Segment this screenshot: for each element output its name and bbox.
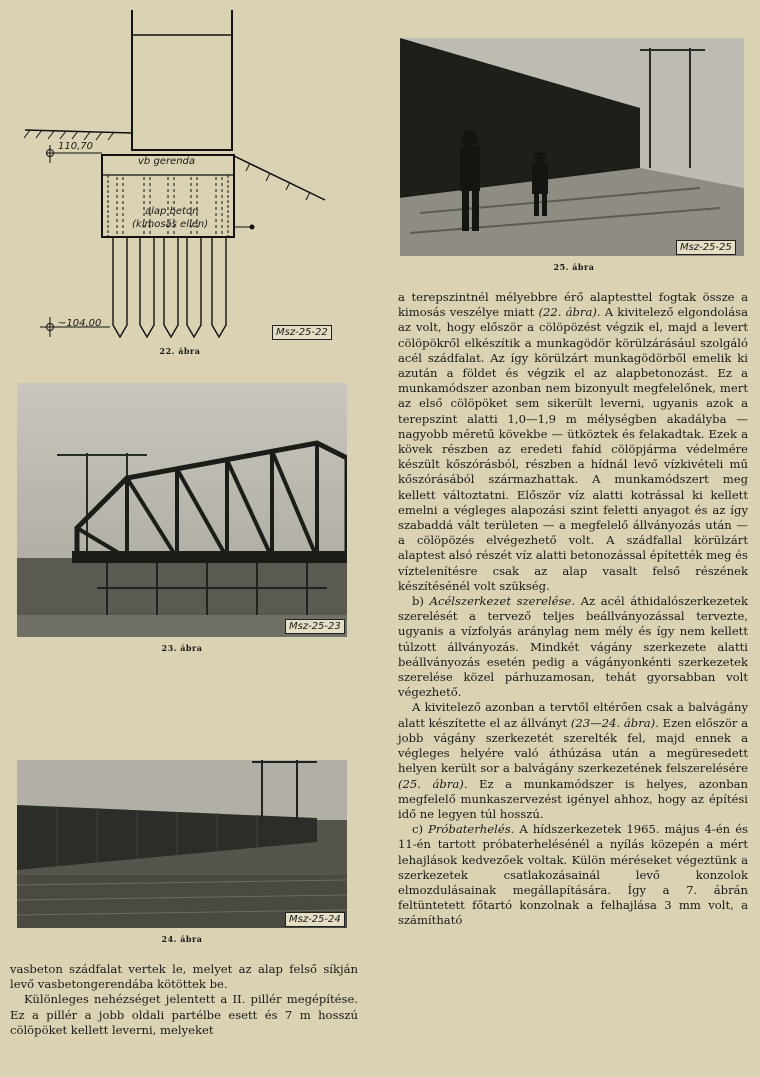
section-b-heading: Acélszerkezet szerelése. [429, 594, 576, 609]
left-paragraph-1: vasbeton szádfalat vertek le, melyet az alap felső síkján levő vasbetongerendába kötöttek be. [10, 962, 358, 992]
bridge-deck-workers-image [400, 38, 744, 256]
right-column-text [398, 290, 748, 929]
elevation-bottom-label: ~104,00 [58, 318, 102, 329]
figure-22-tag: Msz-25-22 [272, 325, 332, 340]
figure-22-caption: 22. ábra [159, 346, 201, 356]
figure-24-caption: 24. ábra [161, 934, 203, 944]
figure-25-caption: 25. ábra [553, 262, 595, 272]
beam-label: vb gerenda [138, 156, 196, 167]
figure-25-tag: Msz-25-25 [676, 240, 736, 255]
figure-25-photo [400, 38, 744, 256]
left-paragraph-2: Különleges nehézséget jelentett a II. pillér megépítése. Ez a pillér a jobb oldali partélbe esett és 7 m hosszú cölöpöket kellett leverni, melyeket [10, 992, 358, 1037]
figure-23-tag: Msz-25-23 [285, 619, 345, 634]
pier-section-diagram [20, 5, 340, 340]
elevation-top-label: 110,70 [58, 141, 93, 152]
right-paragraph-4: c) Próbaterhelés. A hídszerkezetek 1965. május 4-én és 11-én tartott próbaterhelésénél a nyílás közepén a mért lehajlások kedvezőek voltak. Külön méréseket végeztünk a szerkezetek csatlakozásainál levő konzolok elmozdulásainak megállapítására. Így a 7. ábrán feltüntetett főtartó konzolnak a felhajlása 3 mm volt, a számítható [398, 822, 749, 928]
figure-22-drawing [20, 5, 340, 340]
figure-23-photo [17, 383, 347, 637]
right-paragraph-2: b) Acélszerkezet szerelése. Az acél áthidalószerkezetek szerelését a tervező teljes beállványozással tervezte, ugyanis a vízfolyás aránylag nem mély és így nem kellett túlzott állványozás. Mindkét vágány szerkezete alatti beállványozás esetén pedig a vágányonkénti szerkezetek szerelése közel párhuzamosan, tehát gyorsabban volt végezhető. [398, 594, 748, 700]
right-paragraph-3: A kivitelező azonban a tervtől eltérően csak a balvágány alatt készítette el az állványt (23—24. ábra). Ezen először a jobb vágány szerkezetét szerelték fel, majd ennek a végleges helyére való áthúzása után a megüresedett helyen került sor a balvágány szerkezetének felszerelésére (25. ábra). Ez a munkamódszer is helyes, azonban megfelelő munkaszervezést igényel ahhoz, hogy az építési idő ne legyen túl hosszú. [398, 700, 748, 821]
section-c-heading: Próbaterhelés. [428, 822, 515, 837]
right-paragraph-1: a terepszintnél mélyebbre érő alaptesttel fogtak össze a kimosás veszélye miatt (22. ábra). A kivitelező elgondolása az volt, hogy először a cölöpözést végzik el, majd a levert cölöpökről elkészítik a munkagödör körülzárásául szolgáló acél szádfalat. Az így körülzárt munkagödörből emelik ki azután a földet és végzik el az alapbetonozást. Ez a munkamódszer azonban nem bizonyult megfelelőnek, mert az első cölöpöket sem sikerült leverni, ugyanis azok a terepszint alatti 1,0—1,9 m mélységben akadályba — nagyobb méretű kövekbe — ütköztek és felakadtak. Ezek a kövek részben az eredeti fahíd cölöpjárma védelmére készült kőszórásból, részben a hídnál levő vízkivételi mű kőszórásából származhattak. A munkamódszert meg kellett változtatni. Először víz alatti kotrással ki kellett emelni a végleges alapozási szint feletti anyagot és az így szabaddá vált területen — a megfelelő állványozás után — a cölöpözés elvégezhető volt. A szádfallal körülzárt alaptest alsó részét víz alatti betonozással építették meg és víztelenítésre csak az alap vasalt felső részének készítésénél volt szükség. [398, 290, 748, 593]
figure-24-photo [17, 760, 347, 928]
concrete-sub-label: (kimosás ellen) [132, 219, 209, 230]
concrete-label: alap beton [145, 206, 199, 217]
bridge-girder-image [17, 760, 347, 928]
left-column-text [10, 962, 358, 1038]
figure-24-tag: Msz-25-24 [285, 912, 345, 927]
truss-bridge-image [17, 383, 347, 637]
figure-23-caption: 23. ábra [161, 643, 203, 653]
